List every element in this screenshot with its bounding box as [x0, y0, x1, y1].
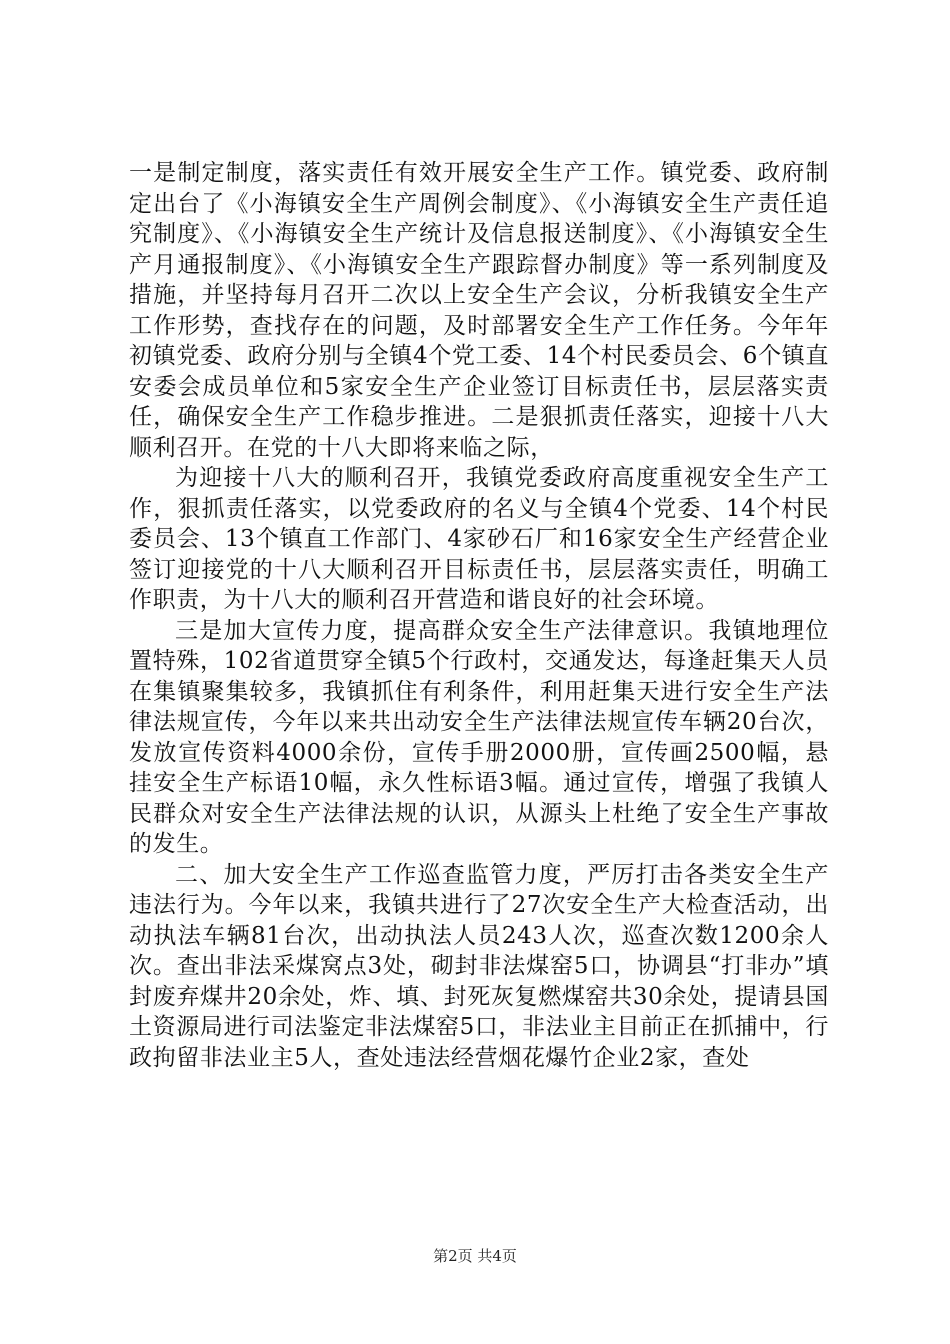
paragraph-4: 二、加大安全生产工作巡查监管力度，严厉打击各类安全生产违法行为。今年以来，我镇共进行了27次安全生产大检查活动，出动执法车辆81台次，出动执法人员243人次，巡查次数1200余人次。查出非法采煤窝点3处，砌封非法煤窑5口，协调县“打非办”填封废弃煤井20余处，炸、填、封死灰复燃煤窑共30余处，提请县国土资源局进行司法鉴定非法煤窑5口，非法业主目前正在抓捕中，行政拘留非法业主5人，查处违法经营烟花爆竹企业2家，查处 [129, 861, 829, 1071]
page-number-footer: 第2页 共4页 [433, 1247, 517, 1265]
document-body [129, 158, 829, 1073]
paragraph-1: 一是制定制度，落实责任有效开展安全生产工作。镇党委、政府制定出台了《小海镇安全生产周例会制度》、《小海镇安全生产责任追究制度》、《小海镇安全生产统计及信息报送制度》、《小海镇安全生产月通报制度》、《小海镇安全生产跟踪督办制度》等一系列制度及措施，并坚持每月召开二次以上安全生产会议，分析我镇安全生产工作形势，查找存在的问题，及时部署安全生产工作任务。今年年初镇党委、政府分别与全镇4个党工委、14个村民委员会、6个镇直安委会成员单位和5家安全生产企业签订目标责任书，层层落实责任，确保安全生产工作稳步推进。二是狠抓责任落实，迎接十八大顺利召开。在党的十八大即将来临之际， [129, 160, 829, 461]
paragraph-3: 三是加大宣传力度，提高群众安全生产法律意识。我镇地理位置特殊，102省道贯穿全镇5个行政村，交通发达，每逢赶集天人员在集镇聚集较多，我镇抓住有利条件，利用赶集天进行安全生产法律法规宣传，今年以来共出动安全生产法律法规宣传车辆20台次，发放宣传资料4000余份，宣传手册2000册，宣传画2500幅，悬挂安全生产标语10幅，永久性标语3幅。通过宣传，增强了我镇人民群众对安全生产法律法规的认识，从源头上杜绝了安全生产事故的发生。 [129, 617, 829, 857]
paragraph-2: 为迎接十八大的顺利召开，我镇党委政府高度重视安全生产工作，狠抓责任落实，以党委政府的名义与全镇4个党委、14个村民委员会、13个镇直工作部门、4家砂石厂和16家安全生产经营企业签订迎接党的十八大顺利召开目标责任书，层层落实责任，明确工作职责，为十八大的顺利召开营造和谐良好的社会环境。 [129, 465, 829, 613]
